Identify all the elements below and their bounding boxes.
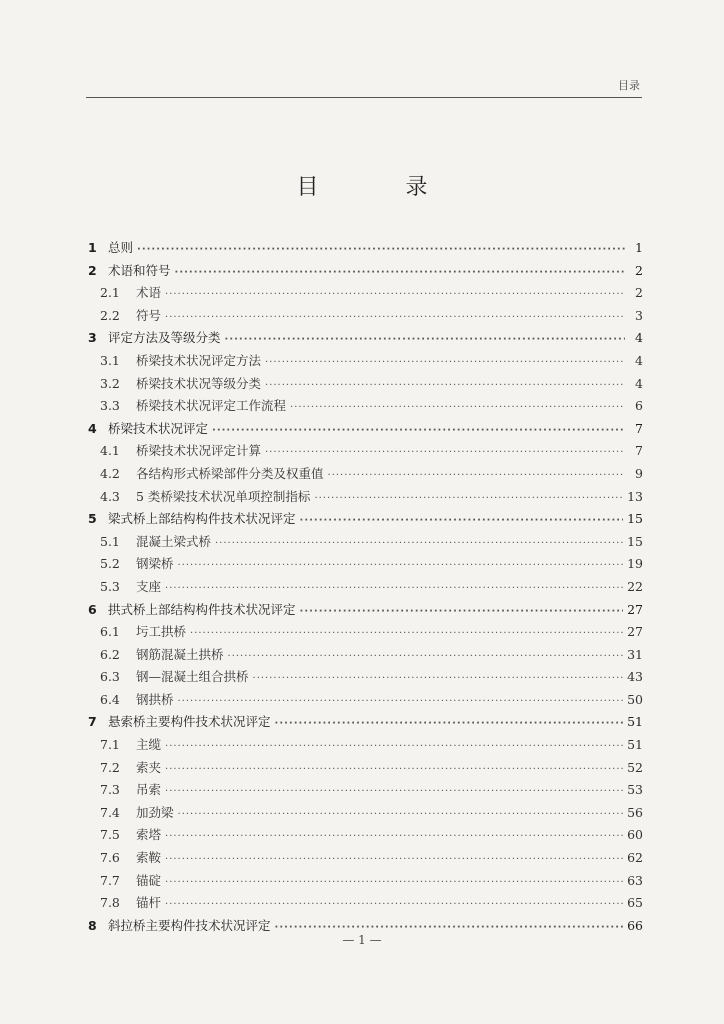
toc-leader-dots — [137, 244, 625, 255]
toc-section-entry[interactable] — [88, 645, 643, 668]
toc-entry-number: 1 — [88, 240, 97, 255]
toc-entry-page: 62 — [627, 850, 643, 866]
toc-entry-page: 31 — [627, 646, 643, 662]
toc-entry-page: 65 — [627, 895, 643, 911]
toc-entry-page: 2 — [635, 262, 643, 278]
toc-entry-page: 43 — [627, 669, 643, 685]
toc-leader-dots — [300, 606, 624, 617]
toc-entry-page: 7 — [635, 443, 643, 459]
toc-entry-number: 6.4 — [100, 691, 120, 707]
toc-entry-page: 15 — [627, 511, 643, 527]
toc-section-entry[interactable] — [88, 441, 643, 464]
toc-entry-page: 60 — [627, 827, 643, 843]
toc-section-entry[interactable] — [88, 577, 643, 600]
toc-entry-title: 术语 — [136, 285, 162, 301]
toc-entry-page: 22 — [627, 578, 643, 594]
toc-leader-dots — [165, 741, 623, 752]
toc-entry-number: 6.1 — [100, 624, 120, 640]
toc-entry-page: 6 — [635, 398, 643, 414]
toc-section-entry[interactable] — [88, 396, 643, 419]
toc-entry-page: 3 — [635, 307, 643, 323]
toc-section-entry[interactable] — [88, 848, 643, 871]
toc-leader-dots — [265, 380, 625, 391]
toc-section-entry[interactable] — [88, 871, 643, 894]
toc-section-entry[interactable] — [88, 622, 643, 645]
toc-entry-title: 混凝土梁式桥 — [136, 533, 212, 549]
toc-entry-title: 术语和符号 — [108, 262, 171, 278]
toc-entry-page: 66 — [627, 917, 643, 933]
toc-leader-dots — [165, 583, 623, 594]
toc-section-entry[interactable] — [88, 735, 643, 758]
toc-entry-page: 4 — [635, 330, 643, 346]
toc-entry-title: 钢筋混凝土拱桥 — [136, 646, 224, 662]
toc-entry-title: 梁式桥上部结构构件技术状况评定 — [108, 511, 296, 527]
toc-section-entry[interactable] — [88, 306, 643, 329]
toc-entry-title: 总则 — [108, 240, 134, 255]
toc-entry-title: 桥梁技术状况评定计算 — [136, 443, 262, 459]
toc-chapter-entry[interactable] — [88, 600, 643, 623]
toc-entry-title: 索塔 — [136, 827, 162, 843]
toc-leader-dots — [165, 764, 623, 775]
toc-chapter-entry[interactable] — [88, 509, 643, 532]
toc-section-entry[interactable] — [88, 803, 643, 826]
toc-leader-dots — [165, 786, 623, 797]
toc-leader-dots — [165, 854, 623, 865]
toc-section-entry[interactable] — [88, 374, 643, 397]
toc-entry-title: 桥梁技术状况评定工作流程 — [136, 398, 287, 414]
toc-leader-dots — [225, 334, 625, 345]
toc-leader-dots — [178, 696, 624, 707]
toc-section-entry[interactable] — [88, 351, 643, 374]
toc-chapter-entry[interactable] — [88, 419, 643, 442]
toc-entry-title: 索夹 — [136, 759, 162, 775]
toc-entry-page: 27 — [627, 601, 643, 617]
toc-entry-number: 7.2 — [100, 759, 120, 775]
toc-section-entry[interactable] — [88, 487, 643, 510]
toc-entry-number: 7.8 — [100, 895, 120, 911]
toc-chapter-entry[interactable] — [88, 712, 643, 735]
toc-section-entry[interactable] — [88, 893, 643, 916]
toc-entry-page: 15 — [627, 533, 643, 549]
toc-entry-title: 悬索桥主要构件技术状况评定 — [108, 714, 271, 730]
toc-leader-dots — [165, 831, 623, 842]
toc-entry-number: 4.2 — [100, 465, 120, 481]
running-head: 目录 — [618, 79, 640, 92]
toc-entry-number: 6 — [88, 601, 97, 617]
toc-leader-dots — [265, 357, 625, 368]
toc-entry-page: 7 — [635, 420, 643, 436]
toc-section-entry[interactable] — [88, 667, 643, 690]
toc-entry-page: 9 — [635, 465, 643, 481]
toc-entry-title: 5 类桥梁技术状况单项控制指标 — [136, 488, 311, 504]
toc-entry-number: 3.3 — [100, 398, 120, 414]
toc-section-entry[interactable] — [88, 554, 643, 577]
toc-entry-number: 7.1 — [100, 737, 120, 753]
toc-entry-title: 评定方法及等级分类 — [108, 330, 221, 346]
toc-entry-page: 19 — [627, 556, 643, 572]
toc-entry-page: 27 — [627, 624, 643, 640]
toc-entry-title: 圬工拱桥 — [136, 624, 187, 640]
toc-entry-title: 锚碇 — [136, 872, 162, 888]
page-number: — 1 — — [342, 933, 382, 947]
toc-leader-dots — [328, 470, 625, 481]
toc-leader-dots — [165, 289, 625, 300]
toc-entry-number: 3.2 — [100, 375, 120, 391]
toc-entry-page: 53 — [627, 782, 643, 798]
toc-leader-dots — [290, 402, 625, 413]
toc-leader-dots — [212, 425, 625, 436]
toc-leader-dots — [275, 718, 624, 729]
toc-entry-number: 7.7 — [100, 872, 120, 888]
toc-entry-title: 符号 — [136, 307, 162, 323]
toc-leader-dots — [178, 560, 624, 571]
toc-entry-number: 2.2 — [100, 307, 120, 323]
toc-entry-title: 吊索 — [136, 782, 162, 798]
toc-leader-dots — [253, 673, 624, 684]
toc-entry-page: 13 — [627, 488, 643, 504]
toc-entry-title: 钢梁桥 — [136, 556, 174, 572]
toc-entry-title: 斜拉桥主要构件技术状况评定 — [108, 917, 271, 933]
header-rule — [86, 97, 642, 98]
toc-leader-dots — [300, 515, 624, 526]
table-of-contents — [88, 238, 643, 938]
toc-leader-dots — [228, 651, 624, 662]
toc-entry-title: 加劲梁 — [136, 804, 174, 820]
toc-entry-number: 2.1 — [100, 285, 120, 301]
toc-leader-dots — [175, 267, 625, 278]
toc-entry-number: 2 — [88, 262, 97, 278]
toc-entry-number: 7.4 — [100, 804, 120, 820]
toc-section-entry[interactable] — [88, 780, 643, 803]
toc-leader-dots — [215, 538, 623, 549]
toc-entry-title: 桥梁技术状况等级分类 — [136, 375, 262, 391]
toc-entry-page: 4 — [635, 375, 643, 391]
toc-entry-number: 5.3 — [100, 578, 120, 594]
toc-entry-title: 桥梁技术状况评定方法 — [136, 352, 262, 368]
toc-entry-number: 4.1 — [100, 443, 120, 459]
toc-entry-title: 主缆 — [136, 737, 162, 753]
toc-entry-page: 51 — [627, 714, 643, 730]
toc-entry-number: 7 — [88, 714, 97, 730]
toc-entry-title: 索鞍 — [136, 850, 162, 866]
toc-entry-page: 4 — [635, 352, 643, 368]
toc-section-entry[interactable] — [88, 283, 643, 306]
toc-entry-title: 钢拱桥 — [136, 691, 174, 707]
toc-leader-dots — [314, 493, 623, 504]
toc-leader-dots — [275, 922, 624, 933]
toc-chapter-entry[interactable] — [88, 238, 643, 261]
toc-entry-page: 52 — [627, 759, 643, 775]
toc-entry-page: 1 — [635, 240, 643, 255]
toc-leader-dots — [178, 809, 624, 820]
toc-section-entry[interactable] — [88, 532, 643, 555]
toc-section-entry[interactable] — [88, 825, 643, 848]
toc-leader-dots — [265, 447, 625, 458]
toc-section-entry[interactable] — [88, 690, 643, 713]
toc-entry-number: 8 — [88, 917, 97, 933]
toc-entry-number: 5.1 — [100, 533, 120, 549]
toc-entry-number: 7.5 — [100, 827, 120, 843]
toc-entry-page: 2 — [635, 285, 643, 301]
toc-entry-number: 5 — [88, 511, 97, 527]
toc-chapter-entry[interactable] — [88, 261, 643, 284]
toc-entry-number: 5.2 — [100, 556, 120, 572]
toc-entry-page: 50 — [627, 691, 643, 707]
toc-entry-number: 7.6 — [100, 850, 120, 866]
toc-entry-title: 钢—混凝土组合拱桥 — [136, 669, 249, 685]
toc-entry-title: 锚杆 — [136, 895, 162, 911]
toc-entry-page: 63 — [627, 872, 643, 888]
toc-entry-title: 拱式桥上部结构构件技术状况评定 — [108, 601, 296, 617]
toc-entry-number: 6.3 — [100, 669, 120, 685]
toc-entry-title: 各结构形式桥梁部件分类及权重值 — [136, 465, 324, 481]
toc-entry-number: 4 — [88, 420, 97, 436]
toc-entry-number: 6.2 — [100, 646, 120, 662]
toc-chapter-entry[interactable] — [88, 328, 643, 351]
toc-entry-number: 4.3 — [100, 488, 120, 504]
toc-leader-dots — [165, 899, 623, 910]
toc-section-entry[interactable] — [88, 758, 643, 781]
toc-leader-dots — [165, 312, 625, 323]
toc-entry-number: 7.3 — [100, 782, 120, 798]
toc-leader-dots — [165, 877, 623, 888]
toc-entry-number: 3.1 — [100, 352, 120, 368]
toc-entry-page: 56 — [627, 804, 643, 820]
page-title: 目 录 — [296, 175, 468, 200]
toc-entry-page: 51 — [627, 737, 643, 753]
toc-entry-title: 桥梁技术状况评定 — [108, 420, 209, 436]
toc-entry-number: 3 — [88, 330, 97, 346]
toc-leader-dots — [190, 628, 623, 639]
toc-entry-title: 支座 — [136, 578, 162, 594]
toc-section-entry[interactable] — [88, 464, 643, 487]
